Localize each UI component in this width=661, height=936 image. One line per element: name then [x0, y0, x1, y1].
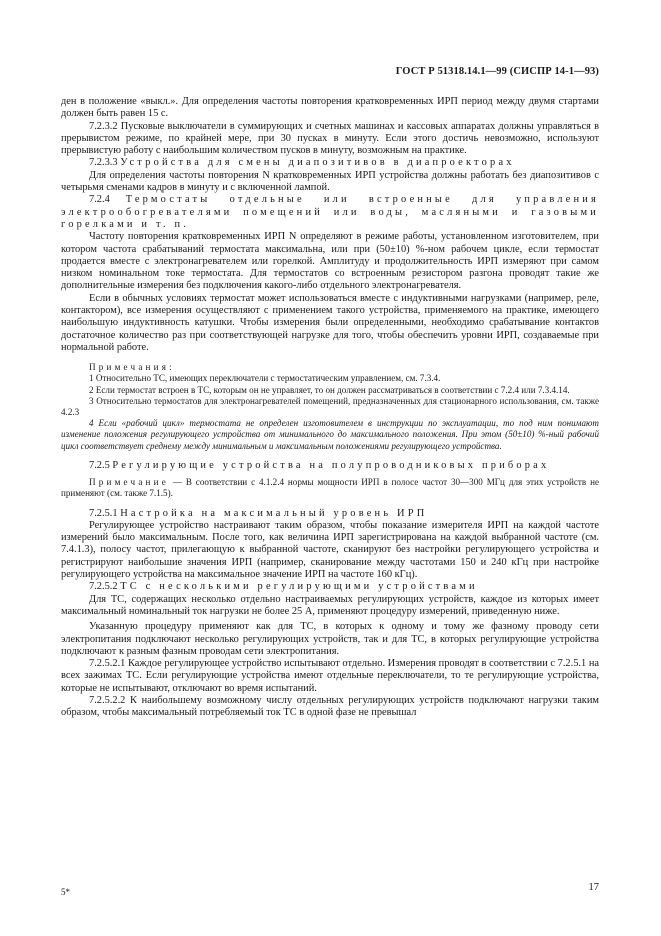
section-heading — [61, 460, 599, 472]
paragraph: 7.2.5.2.1 Каждое регулирующее устройство испытывают отдельно. Измерения проводят в соответствии с 7.2.5.1 на всех зажимах ТС. Если регулирующие устройства имеют отдельные переключатели, то те регулирующие устройства, которые не испытывают, отключают во время испытаний. — [61, 658, 599, 694]
paragraph: Регулирующее устройство настраивают таким образом, чтобы показание измерителя ИРП на каждой частоте измерений было максимальным. После того, как величина ИРП зарегистрирована на каждой выбранной частоте (см. 7.4.1.3), полосу частот, прилегающую к выбранной частоте, сканируют без настройки регулирующего устройства и регистрируют наибольшие значения ИРП (например, сканирование между частотами 150 и 240 кГц при настройке регулирующего устройства на максимальное значение ИРП на частоте 160 кГц). — [61, 519, 599, 581]
paragraph: Если в обычных условиях термостат может использоваться вместе с индуктивными нагрузками (например, реле, контактором), все измерения осуществляют с применением такого устройства, применяемого на практике, имеющего наибольшую индуктивность катушки. Чтобы измерения были определенными, необходимо срабатывание контактов достаточное количество раз при соответствующей нагрузке для того, чтобы обеспечить уровни ИРП, создаваемые при нормальной работе. — [61, 292, 599, 353]
section-number: 7.2.4 — [89, 194, 110, 206]
section-number: 7.2.5.1 — [89, 507, 118, 519]
paragraph: Указанную процедуру применяют как для ТС, в которых к одному и тому же фазному проводу сети электропитания подключают несколько регулирующих устройств, так и для ТС, в которых регулирующие устройства подключают к разным фазным проводам сети электропитания. — [61, 621, 599, 657]
signature-mark: 5* — [61, 887, 70, 897]
note-item: 4 Если «рабочий цикл» термостата не определен изготовителем в инструкции по эксплуатации, то под ним понимают изменение положения регулирующего устройства от минимального до максимального положения. При этом (50±10) %-ный рабочий цикл соответствует среднему между минимальным и максимальным положениями регулирующего устройства. — [61, 418, 599, 451]
section-title: Регулирующие устройства на полупроводниковых приборах — [112, 459, 550, 471]
paragraph: Частоту повторения кратковременных ИРП N определяют в режиме работы, установленном изготовителем, при котором частота срабатываний термостата максимальна, или при (50±10) %-ном рабочем цикле, если термостат продается вместе с электронагревателем или горелкой. Амплитуду и продолжительность ИРП измеряют при самом низком номинальном токе термостата. Для термостатов со встроенным резистором разгона проводят такие же дополнительные измерения без подключения какого-либо отдельного электронагревателя. — [61, 231, 599, 292]
section-title: Устройства для смены диапозитивов в диапроекторах — [120, 157, 515, 169]
section-note — [61, 477, 599, 499]
section-number: 7.2.5 — [89, 459, 110, 471]
paragraph: 7.2.5.2.2 К наибольшему возможному числу отдельных регулирующих устройств подключают нагрузки таким образом, чтобы максимальный потребляемый ток ТС в одной фазе не превышал — [61, 695, 599, 719]
section-heading — [61, 157, 599, 169]
section-title: Термостаты отдельные или встроенные для управления электрообогревателями помещений или воды, масляными и газовыми горелками и т. п. — [61, 194, 599, 230]
note-item: 2 Если термостат встроен в ТС, которым он не управляет, то он должен рассматриваться в соответствии с 7.2.4 или 7.3.4.14. — [89, 384, 570, 395]
page-header: ГОСТ Р 51318.14.1—99 (СИСПР 14-1—93) — [395, 66, 599, 77]
page-content — [61, 96, 599, 720]
section-title: Настройка на максимальный уровень ИРП — [120, 507, 428, 519]
section-heading — [61, 194, 599, 231]
section-heading — [61, 581, 599, 593]
paragraph: 7.2.3.2 Пусковые выключатели в суммирующих и счетных машинах и кассовых аппаратах должны управляться в прерывистом режиме, по крайней мере, при 30 пусках в минуту. Если этого достичь невозможно, используют прерывистую работу с наибольшим количеством пусков в минуту, возможным на практике. — [61, 120, 599, 157]
document-page — [61, 0, 599, 936]
note-label: Примечание — [89, 477, 169, 488]
section-heading — [61, 508, 599, 520]
note-item: 1 Относительно ТС, имеющих переключатели с термостатическим управлением, см. 7.3.4. — [89, 373, 441, 384]
paragraph: Для определения частоты повторения N кратковременных ИРП устройства должны работать без диапозитивов с четырьмя сменами кадров в минуту и с включенной лампой. — [61, 169, 599, 194]
paragraph: Для ТС, содержащих несколько отдельно настраиваемых регулирующих устройств, каждое из которых имеет максимальный номинальный ток нагрузки не более 25 А, применяют процедуру измерений, приведенную ниже. — [61, 593, 599, 617]
paragraph: ден в положение «выкл.». Для определения частоты повторения кратковременных ИРП период между двумя стартами должен быть равен 15 с. — [61, 96, 599, 120]
page-number: 17 — [588, 882, 599, 893]
notes-heading: Примечания: — [89, 362, 175, 373]
note-text: — В соответствии с 4.1.2.4 нормы мощности ИРП в полосе частот 30—300 МГц для этих устройств не применяют (см. также 7.1.5). — [61, 477, 599, 499]
section-number: 7.2.3.3 — [89, 157, 118, 169]
section-title: ТС с несколькими регулирующими устройствами — [120, 581, 478, 593]
section-number: 7.2.5.2 — [89, 581, 118, 593]
note-item: 3 Относительно термостатов для электронагревателей помещений, предназначенных для стационарного использования, см. также 4.2.3 — [61, 395, 599, 418]
